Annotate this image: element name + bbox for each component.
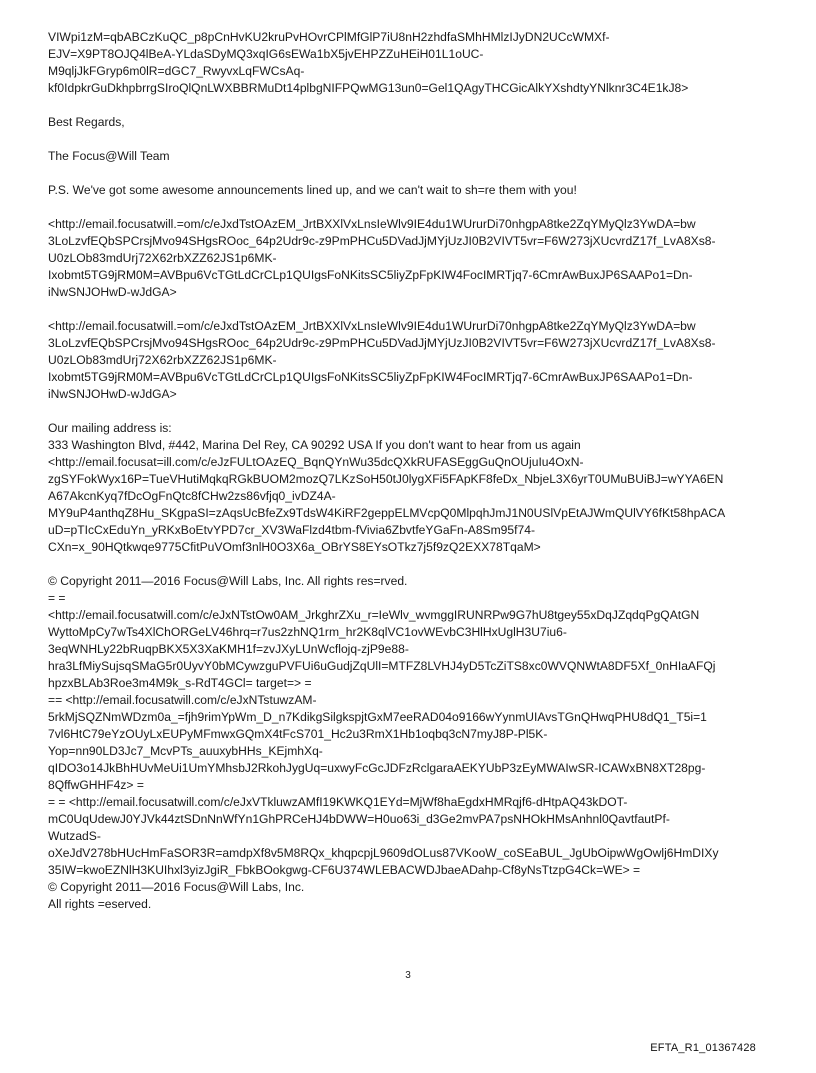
text-line: VIWpi1zM=qbABCzKuQC_p8pCnHvKU2kruPvHOvrCPlMfGlP7iU8nH2zhdfaSMhHMlzIJyDN2UCcWMXf- (48, 30, 610, 44)
text-line: <http://email.focusatwill.=om/c/eJxdTstOAzEM_JrtBXXlVxLnsIeWlv9IE4du1WUrurDi70nhgpA8tke2ZqYMyQlz3YwDA=bw (48, 217, 696, 231)
text-line: U0zLOb83mdUrj72X62rbXZZ62JS1p6MK- (48, 353, 277, 367)
text-line: Our mailing address is: (48, 421, 172, 435)
text-line: iNwSNJOHwD-wJdGA> (48, 387, 177, 401)
sign-off: Best Regards, (48, 115, 125, 129)
text-line: = = <http://email.focusatwill.com/c/eJxVTkluwzAMfI19KWKQ1EYd=MjWf8haEgdxHMRqjf6-dHtpAQ43kDOT- (48, 795, 628, 809)
text-line: mC0UqUdewJ0YJVk44ztSDnNnWfYn1GhPRCeHJ4bDWW=H0uo63i_d3Ge2mvPA7psNHOkHMsAnhnl0QavtfautPf- (48, 812, 670, 826)
text-line: 8QffwGHHF4z> = (48, 778, 144, 792)
text-line: © Copyright 2011—2016 Focus@Will Labs, Inc. All rights res=rved. (48, 574, 408, 588)
text-line: © Copyright 2011—2016 Focus@Will Labs, Inc. (48, 880, 305, 894)
email-body (48, 29, 778, 913)
text-line: A67AkcnKyq7fDcOgFnQtc8fCHw2zs86vfjq0_ivDZ4A- (48, 489, 336, 503)
text-line: CXn=x_90HQtkwqe9775CfitPuVOmf3nlH0O3X6a_OBrYS8EYsOTkz7j5f9zQ2EXX78TqaM> (48, 540, 541, 554)
text-line: Ixobmt5TG9jRM0M=AVBpu6VcTGtLdCrCLp1QUIgsFoNKitsSC5liyZpFpKIW4FocIMRTjq7-6CmrAwBuxJP6SAAPo1=Dn- (48, 268, 693, 282)
tracking-url-block-3 (48, 318, 778, 403)
text-line: = = (48, 591, 66, 605)
text-line: EJV=X9PT8OJQ4lBeA-YLdaSDyMQ3xqIG6sEWa1bX5jvEHPZZuHEiH01L1oUC- (48, 47, 484, 61)
text-line: zgSYFokWyx16P=TueVHutiMqkqRGkBUOM2mozQ7LKzSoH50tJ0lygXFi5FApKF8feDx_NbjeL3X6yrT0UMuBUiBJ=wYYA6EN (48, 472, 724, 486)
text-line: hpzxBLAb3Roe3m4M9k_s-RdT4GCl= target=> = (48, 676, 312, 690)
text-line: iNwSNJOHwD-wJdGA> (48, 285, 177, 299)
text-line: == <http://email.focusatwill.com/c/eJxNTstuwzAM- (48, 693, 317, 707)
text-line: 35IW=kwoEZNlH3KUIhxl3yizJgiR_FbkBOokgwg-CF6U374WLEBACWDJbaeADahp-Cf8yNsTtzpG4Ck=WE> = (48, 863, 641, 877)
text-line: kf0IdpkrGuDkhpbrrgSIroQlQnLWXBBRMuDt14plbgNIFPQwMG13un0=Gel1QAgyTHCGicAlkYXshdtyYNlknr3C4E1kJ8> (48, 81, 689, 95)
copyright-block (48, 573, 778, 913)
text-line: 3eqWNHLy22bRuqpBKX5X3XaKMH1f=zvJXyLUnWcflojq-zjP9e88- (48, 642, 409, 656)
team-signature: The Focus@Will Team (48, 149, 170, 163)
text-line: <http://email.focusatwill.com/c/eJxNTstOw0AM_JrkghrZXu_r=IeWlv_wvmggIRUNRPw9G7hU8tgey55xDqJZqdqPgQAtGN (48, 608, 700, 622)
text-line: MY9uP4anthqZ8Hu_SKgpaSI=zAqsUcBfeZx9TdsW4KiRF2geppELMVcpQ0MlpqhJmJ1N0USlVpEtAJWmQUlVY6fKt58hpACA (48, 506, 726, 520)
text-line: Ixobmt5TG9jRM0M=AVBpu6VcTGtLdCrCLp1QUIgsFoNKitsSC5liyZpFpKIW4FocIMRTjq7-6CmrAwBuxJP6SAAPo1=Dn- (48, 370, 693, 384)
text-line: qIDO3o14JkBhHUvMeUi1UmYMhsbJ2RkohJygUq=uxwyFcGcJDFzRclgaraAEKYUbP3zEyMWAIwSR-ICAWxBN8XT28pg- (48, 761, 706, 775)
text-line: Yop=nn90LD3Jc7_McvPTs_auuxybHHs_KEjmhXq- (48, 744, 323, 758)
text-line: 5rkMjSQZNmWDzm0a_=fjh9rimYpWm_D_n7KdikgSilgkspjtGxM7eeRAD04o9166wYynmUIAvsTGnQHwqPHU8dQ1_T5i=1 (48, 710, 707, 724)
text-line: <http://email.focusatwill.=om/c/eJxdTstOAzEM_JrtBXXlVxLnsIeWlv9IE4du1WUrurDi70nhgpA8tke2ZqYMyQlz3YwDA=bw (48, 319, 696, 333)
text-line: 7vl6HtC79eYzOUyLxEUPyMFmwxGQmX4tFcS701_Hc2u3RmX1Hb1oqbq3cN7myJ8P-Pl5K- (48, 727, 548, 741)
text-line: uD=pTIcCxEduYn_yRKxBoEtvYPD7cr_XV3WaFlzd4tbm-fVivia6ZbvtfeYGaFn-A8Sm95f74- (48, 523, 535, 537)
postscript: P.S. We've got some awesome announcements lined up, and we can't wait to sh=re them with you! (48, 183, 577, 197)
page-number: 3 (405, 970, 411, 981)
text-line: 3LoLzvfEQbSPCrsjMvo94SHgsROoc_64p2Udr9c-z9PmPHCu5DVadJjMYjUzJI0B2VIVT5vr=F6W273jXUcvrdZ17f_LvA8Xs8- (48, 336, 716, 350)
tracking-url-block-1 (48, 29, 778, 97)
document-id-stamp: EFTA_R1_01367428 (650, 1042, 756, 1054)
tracking-url-block-2 (48, 216, 778, 301)
text-line: <http://email.focusat=ill.com/c/eJzFULtOAzEQ_BqnQYnWu35dcQXkRUFASEggGuQnOUjuIu4OxN- (48, 455, 584, 469)
text-line: U0zLOb83mdUrj72X62rbXZZ62JS1p6MK- (48, 251, 277, 265)
text-line: All rights =eserved. (48, 897, 152, 911)
text-line: hra3LfMiySujsqSMaG5r0UyvY0bMCywzguPVFUi6uGudjZqUlI=MTFZ8LVHJ4yD5TcZiTS8xc0WVQNWtA8DF5Xf_0nHIaAFQj (48, 659, 716, 673)
text-line: M9qljJkFGryp6m0lR=dGC7_RwyvxLqFWCsAq- (48, 64, 305, 78)
text-line: WyttoMpCy7wTs4XlChORGeLV46hrq=r7us2zhNQ1rm_hr2K8qlVC1ovWEvbC3HlHxUglH3U7iu6- (48, 625, 567, 639)
mailing-address-block (48, 420, 778, 556)
text-line: 333 Washington Blvd, #442, Marina Del Rey, CA 90292 USA If you don't want to hear from us again (48, 438, 581, 452)
text-line: 3LoLzvfEQbSPCrsjMvo94SHgsROoc_64p2Udr9c-z9PmPHCu5DVadJjMYjUzJI0B2VIVT5vr=F6W273jXUcvrdZ17f_LvA8Xs8- (48, 234, 716, 248)
text-line: oXeJdV278bHUcHmFaSOR3R=amdpXf8v5M8RQx_khqpcpjL9609dOLus87VKooW_coSEaBUL_JgUbOipwWgOwlj6HmDIXy (48, 846, 719, 860)
text-line: WutzadS- (48, 829, 101, 843)
